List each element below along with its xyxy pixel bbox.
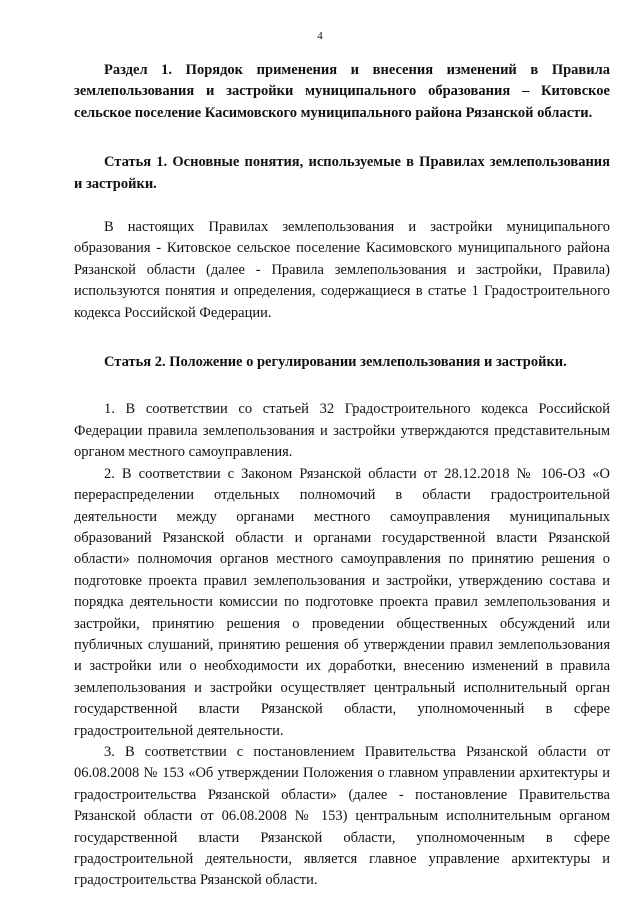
article-2-heading: Статья 2. Положение о регулировании землепользования и застройки.	[104, 354, 567, 371]
article-2-paragraph-1: 1. В соответствии со статьей 32 Градостроительного кодекса Российской Федерации правила землепользования и застройки утверждаются представительным органом местного самоуправления.	[74, 401, 610, 461]
article-2-paragraph-3: 3. В соответствии с постановлением Правительства Рязанской области от 06.08.2008 № 153 «Об утверждении Положения о главном управлении архитектуры и градостроительства Рязанской области» (далее - постановление Правительства Рязанской области от 06.08.2008 № 153) центральным исполнительным органом государственной власти Рязанской области, уполномоченным в сфере градостроительной деятельности, является главное управление архитектуры и градостроительства Рязанской области.	[74, 743, 610, 889]
page-content	[74, 60, 610, 892]
section-heading: Раздел 1. Порядок применения и внесения изменений в Правила землепользования и застройки муниципального образования – Китовское сельское поселение Касимовского муниципального района Рязанской области.	[74, 62, 610, 121]
page-number: 4	[317, 30, 323, 42]
article-2-paragraph-2: 2. В соответствии с Законом Рязанской области от 28.12.2018 № 106-ОЗ «О перераспределении отдельных полномочий в области градостроительной деятельности между органами местного самоуправления муниципальных образований Рязанской области и органами государственной власти Рязанской области» полномочия органов местного самоуправления по принятию решения о подготовке проекта правил землепользования и застройки, утверждению состава и порядка деятельности комиссии по подготовке проекта правил землепользования и застройки, принятию решения о проведении общественных обсуждений или публичных слушаний, принятию решения об утверждении правил землепользования и застройки или о необходимости их доработки, внесению изменений в правила землепользования и застройки осуществляет центральный исполнительный орган государственной власти Рязанской области, уполномоченный в сфере градостроительной деятельности.	[74, 465, 610, 739]
article-1-paragraph: В настоящих Правилах землепользования и застройки муниципального образования - Китовское сельское поселение Касимовского муниципального района Рязанской области (далее - Правила землепользования и застройки, Правила) используются понятия и определения, содержащиеся в статье 1 Градостроительного кодекса Российской Федерации.	[74, 219, 610, 321]
article-1-heading: Статья 1. Основные понятия, используемые в Правилах землепользования и застройки.	[74, 154, 610, 192]
